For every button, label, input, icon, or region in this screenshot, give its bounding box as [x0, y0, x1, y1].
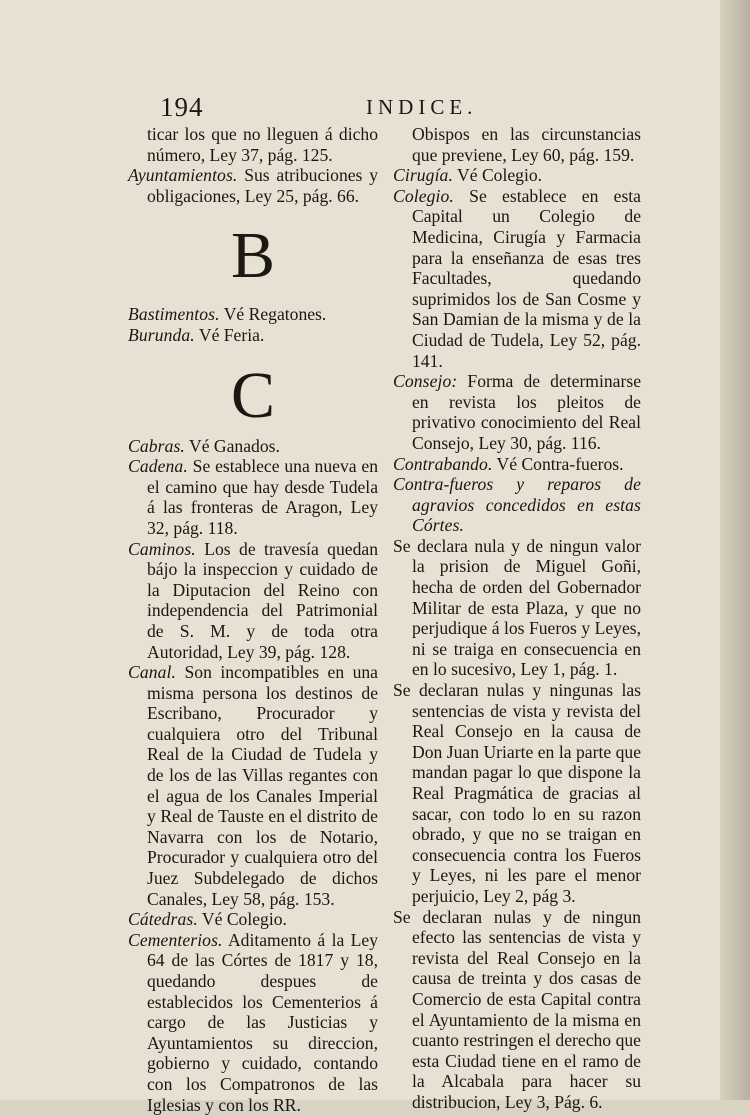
index-term: Cadena.	[128, 456, 188, 477]
index-entry	[393, 536, 641, 680]
page-header	[160, 92, 640, 122]
right-column	[393, 124, 641, 1113]
index-text: Vé Colegio.	[452, 165, 543, 186]
index-term: Contrabando.	[393, 453, 493, 474]
index-entry	[128, 436, 378, 457]
index-entry	[393, 454, 641, 475]
index-entry	[128, 165, 378, 206]
index-term: Burunda.	[128, 324, 195, 345]
page-number: 194	[160, 92, 204, 122]
index-text: Se establece en esta Capital un Colegio de Medicina, Cirugía y Farmacia para la enseñanza de esas tres Facultades, quedando suprimidos los de San Cosme y San Damian de la misma y de la Ciudad de Tudela, Ley 52, pág. 141.	[412, 185, 641, 371]
index-text: Los de travesía quedan bájo la inspeccion y cuidado de la Diputacion del Reino con independencia del Patrimonial de S. M. y de toda otra Autoridad, Ley 39, pág. 128.	[147, 538, 378, 662]
index-text: Vé Ganados.	[184, 435, 280, 456]
page-title: INDICE.	[366, 95, 478, 119]
index-entry	[393, 680, 641, 907]
index-entry-continuation	[128, 124, 378, 165]
index-text: Vé Contra-fueros.	[492, 453, 624, 474]
index-text: Se declaran nulas y de ningun efecto las sentencias de vista y revista del Real Consejo en la causa de treinta y dos casas de Comercio de esta Capital contra el Ayuntamiento de la misma en cuanto restringen el derecho que esta Ciudad tiene en el ramo de la Alcabala para hacer su distribucion, Ley 3, Pág. 6.	[393, 906, 641, 1112]
index-text: Se declaran nulas y ningunas las sentencias de vista y revista del Real Consejo en la causa de Don Juan Uriarte en la parte que mandan pagar lo que dispone la Real Pragmática de gracias al sacar, con todo lo en su razon obrado, y que no se traigan en consecuencia contra los Fueros y Leyes, ni les pare el menor perjuicio, Ley 2, pág 3.	[393, 680, 641, 906]
index-term: Bastimentos.	[128, 304, 220, 325]
section-letter-c: C	[230, 358, 276, 432]
index-text: Forma de determinarse en revista los pleitos de privativo conocimiento del Real Consejo, Ley 30, pág. 116.	[412, 371, 641, 453]
index-text: ticar los que no lleguen á dicho número, Ley 37, pág. 125.	[147, 124, 378, 165]
index-term: Ayuntamientos.	[128, 165, 238, 186]
page-edge-shadow	[720, 0, 750, 1100]
index-entry	[128, 304, 378, 325]
index-text: Son incompatibles en una misma persona los destinos de Escribano, Procurador y cualquiera otro del Tribunal Real de la Ciudad de Tudela y de los de las Villas regantes con el agua de los Canales Imperial y Real de Tauste en el distrito de Navarra con los de Notario, Procurador y cualquiera otro del Juez Subdelegado de dichos Canales, Ley 58, pág. 153.	[147, 662, 378, 909]
left-column	[128, 124, 378, 1115]
section-letter-b: B	[230, 219, 276, 293]
index-text: Vé Colegio.	[197, 909, 287, 930]
index-entry	[128, 456, 378, 538]
index-entry-continuation	[393, 124, 641, 165]
index-term: Contra-fueros y reparos de agravios concedidos en estas Córtes.	[393, 474, 641, 536]
index-text: Vé Regatones.	[219, 304, 327, 325]
index-term: Cementerios.	[128, 929, 223, 950]
index-entry	[393, 186, 641, 371]
index-entry	[393, 371, 641, 453]
index-term: Canal.	[128, 662, 177, 683]
index-entry	[393, 474, 641, 536]
index-text: Se declara nula y de ningun valor la prision de Miguel Goñi, hecha de orden del Gobernador Militar de esta Plaza, y que no perjudique á los Fueros y Leyes, ni se traiga en consecuencia en en lo sucesivo, Ley 1, pág. 1.	[393, 535, 641, 680]
index-text: Aditamento á la Ley 64 de las Córtes de 1817 y 18, quedando despues de establecidos los Cementerios á cargo de las Justicias y Ayuntamientos su direccion, gobierno y cuidado, contando con los Compatronos de las Iglesias y con los RR.	[147, 929, 378, 1115]
index-entry	[128, 662, 378, 909]
index-term: Caminos.	[128, 538, 196, 559]
index-text: Vé Feria.	[194, 324, 265, 345]
index-text: Sus atribuciones y obligaciones, Ley 25, pág. 66.	[147, 165, 378, 206]
index-entry	[128, 539, 378, 663]
index-entry	[128, 909, 378, 930]
index-term: Colegio.	[393, 185, 454, 206]
index-term: Cirugía.	[393, 165, 453, 186]
index-term: Consejo:	[393, 371, 458, 392]
index-text: Obispos en las circunstancias que previene, Ley 60, pág. 159.	[412, 124, 641, 165]
index-text: Se establece una nueva en el camino que hay desde Tudela á las fronteras de Aragon, Ley 32, pág. 118.	[147, 456, 378, 538]
index-entry	[393, 907, 641, 1113]
index-entry	[128, 930, 378, 1115]
index-term: Cátedras.	[128, 909, 198, 930]
index-term: Cabras.	[128, 435, 185, 456]
index-entry	[393, 165, 641, 186]
index-entry	[128, 325, 378, 346]
